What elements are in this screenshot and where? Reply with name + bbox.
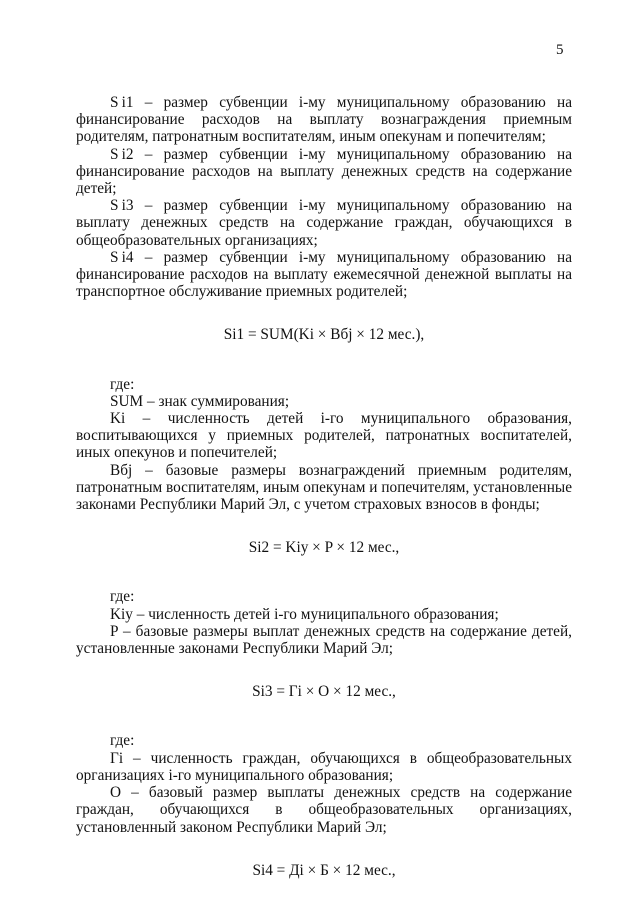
s4-definition: S i4 – размер субвенции i-му муниципальному образованию на финансирование расходов на выплату ежемесячной денежной выплаты на транспортное обслуживание приемных родителей; (76, 248, 572, 301)
formula-si1: Si1 = SUM(Ki × Bбj × 12 мес.), (223, 326, 425, 344)
s3-definition: S i3 – размер субвенции i-му муниципальному образованию на выплату денежных средств на содержание граждан, обучающихся в общеобразовательных организациях; (76, 197, 572, 249)
kiy-definition: Kiy – численность детей i-го муниципального образования; (110, 605, 499, 623)
where-label-2: где: (110, 588, 135, 606)
where-label-1: где: (110, 375, 135, 393)
o-definition: O – базовый размер выплаты денежных средств на содержание граждан, обучающихся в общеобразовательных организациях, установленный законом Республики Марий Эл; (76, 784, 572, 836)
s1-definition: S i1 – размер субвенции i-му муниципальному образованию на финансирование расходов на выплату вознаграждения приемным родителям, патронатным воспитателям, иным опекунам и попечителям; (76, 94, 572, 146)
b-definition: Bбj – базовые размеры вознаграждений приемным родителям, патронатным воспитателям, иным опекунам и попечителям, установленные законами Республики Марий Эл, с учетом страховых взносов в фонды; (76, 461, 572, 514)
s2-definition: S i2 – размер субвенции i-му муниципальному образованию на финансирование расходов на выплату денежных средств на содержание детей; (76, 145, 572, 198)
page-number: 5 (556, 42, 564, 58)
g-definition: Гi – численность граждан, обучающихся в общеобразовательных организациях i-го муниципального образования; (76, 749, 572, 784)
formula-si3: Si3 = Гi × O × 12 мес., (252, 683, 396, 701)
p-definition: P – базовые размеры выплат денежных средств на содержание детей, установленные законами Республики Марий Эл; (76, 622, 572, 658)
document-body (76, 94, 572, 911)
where-label-3: где: (110, 732, 135, 750)
k-definition: Ki – численность детей i-го муниципального образования, воспитывающихся у приемных родителей, патронатных воспитателей, иных опекунов и попечителей; (76, 410, 572, 462)
formula-si2: Si2 = Kiy × P × 12 мес., (248, 539, 400, 557)
formula-si4: Si4 = Дi × Б × 12 мес., (252, 861, 396, 879)
sum-definition: SUM – знак суммирования; (110, 392, 290, 410)
